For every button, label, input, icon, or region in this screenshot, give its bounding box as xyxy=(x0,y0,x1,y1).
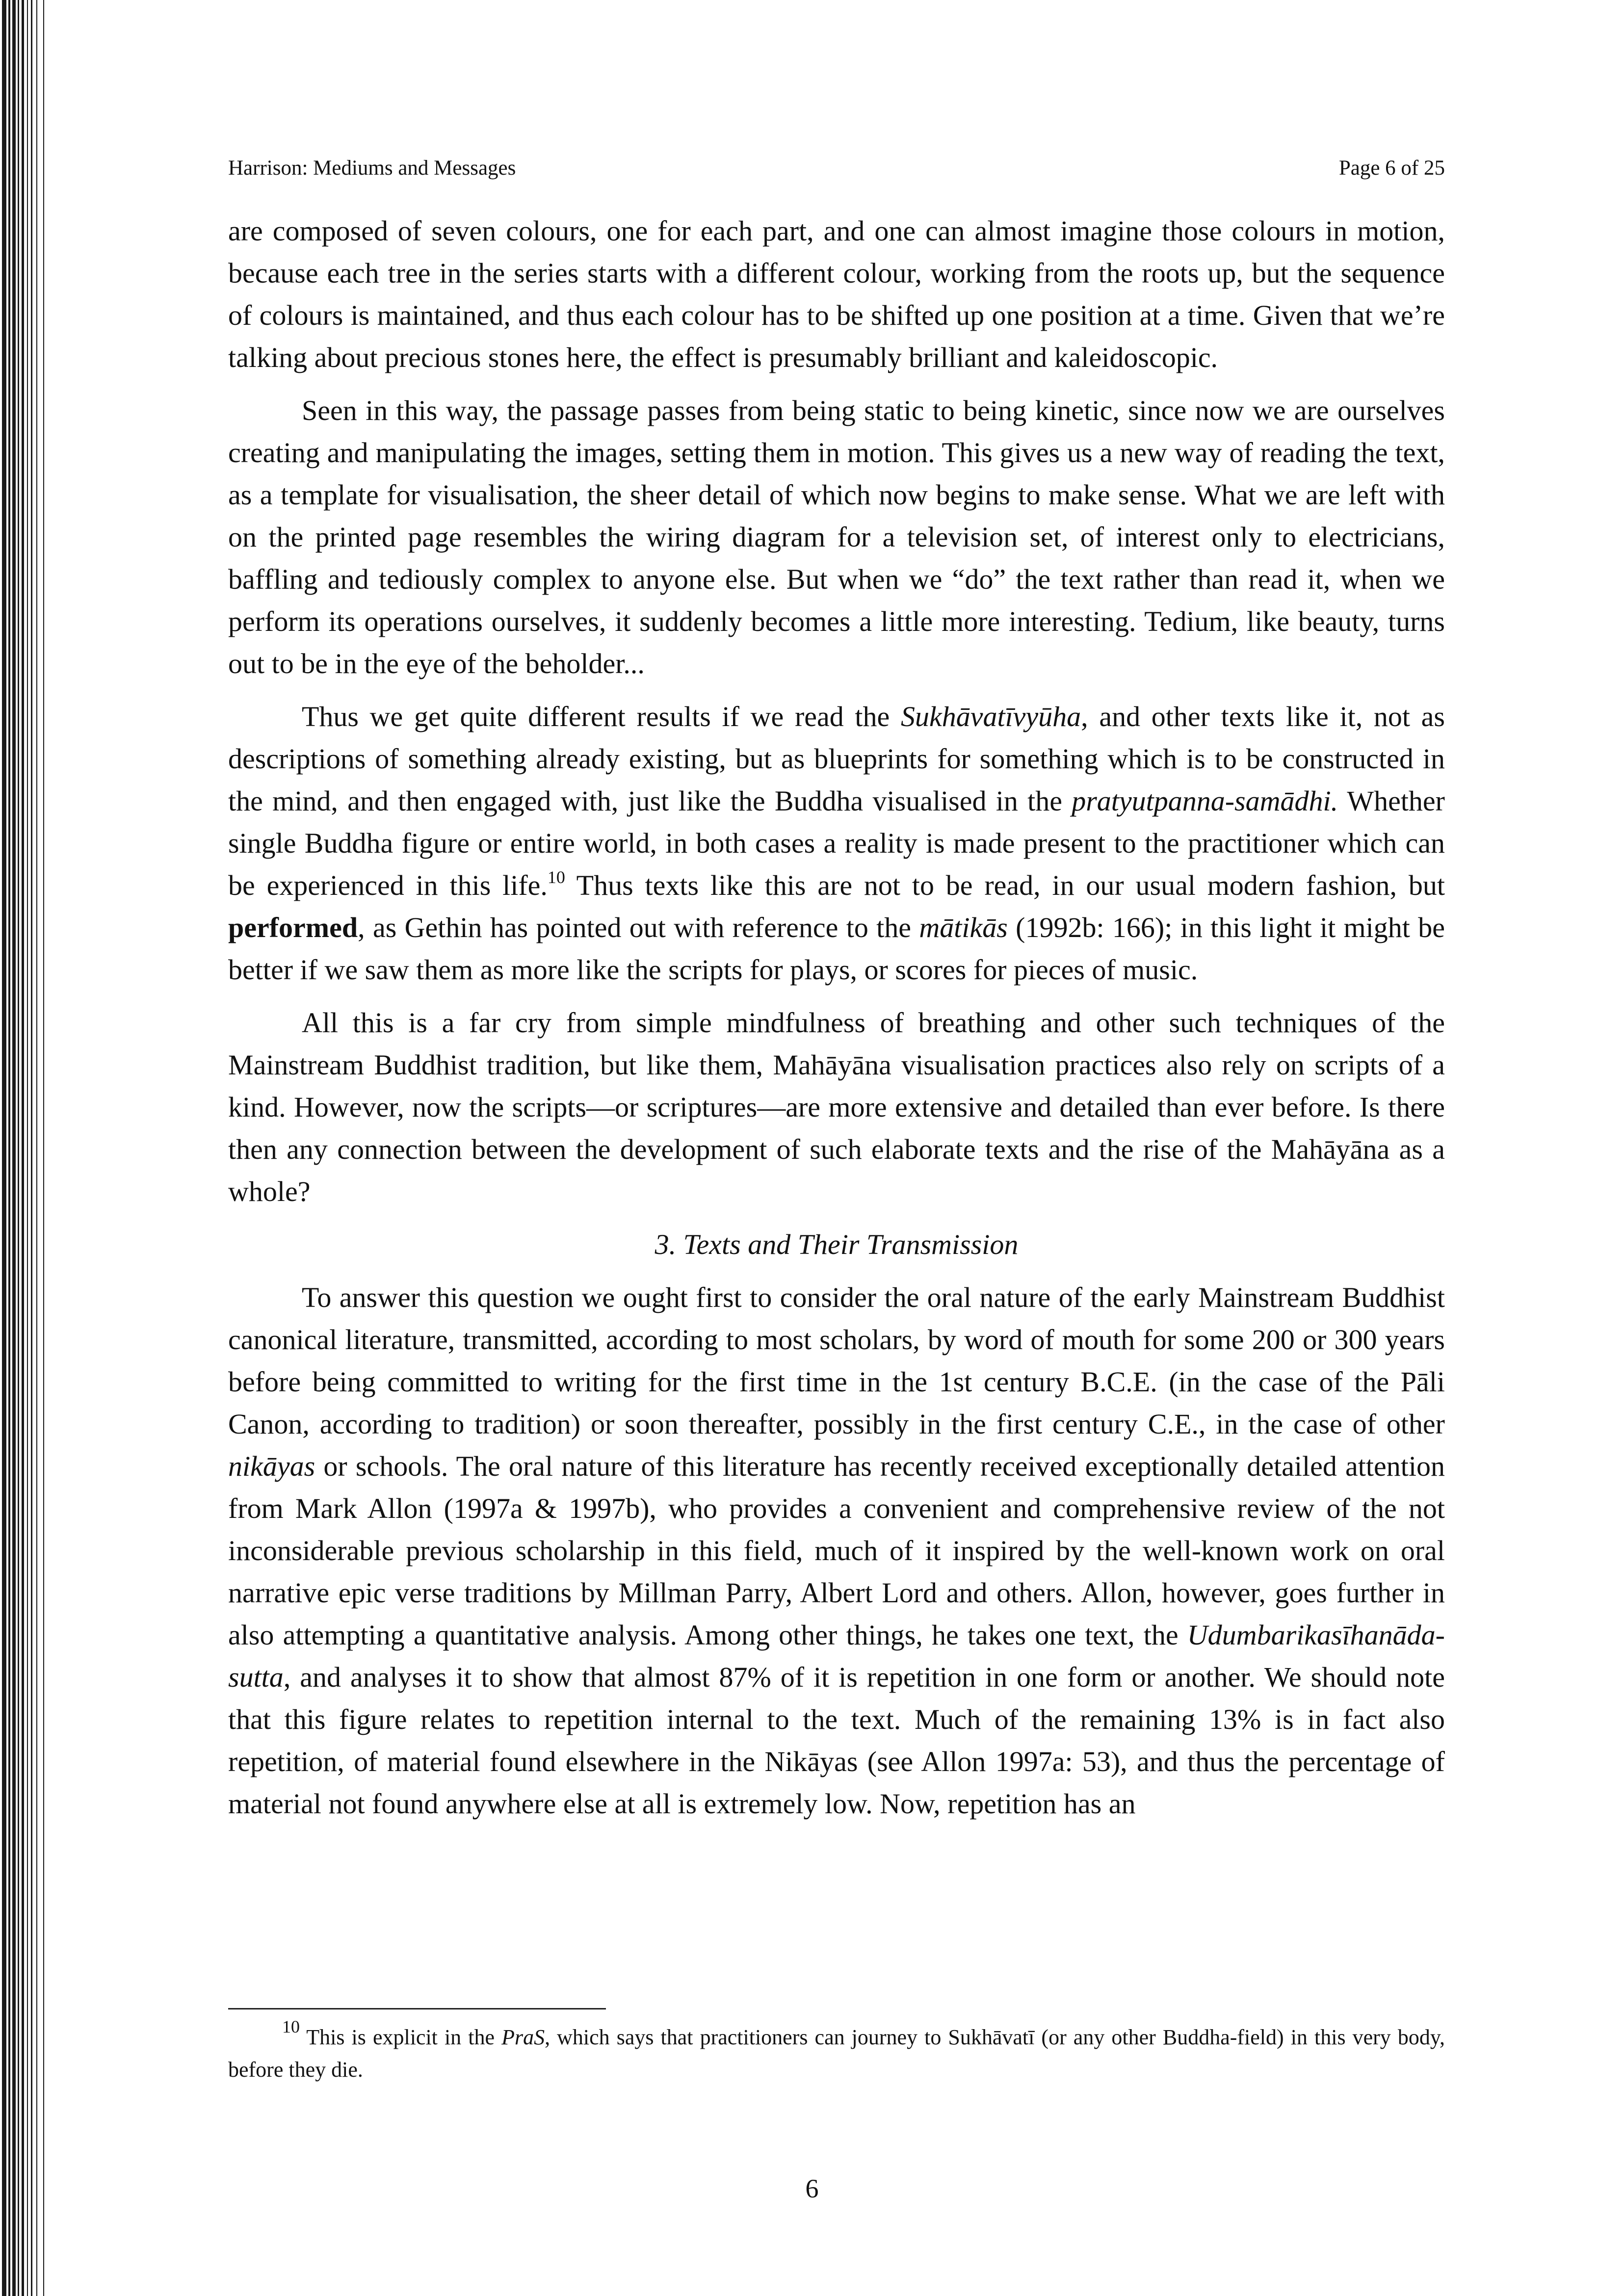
text-run: , and analyses it to show that almost 87% of it is repetition in one form or another. We should note that this figure relates to repetition internal to the text. Much of the remaining 13% is in fact also repetition, of material found elsewhere in the Nikāyas (see Allon 1997a: 53), and thus the percentage of material not found anywhere else at all is extremely low. Now, repetition has an xyxy=(228,1661,1445,1820)
work-title: PraS xyxy=(501,2025,545,2049)
page-number: 6 xyxy=(805,2174,819,2203)
footnote xyxy=(228,2017,1445,2086)
term: nikāyas xyxy=(228,1450,315,1482)
emphasis: performed xyxy=(228,912,358,943)
work-title: Sukhāvatīvyūha xyxy=(900,701,1081,732)
text-run: or schools. The oral nature of this literature has recently received exceptionally detailed attention from Mark Allon (1997a & 1997b), who provides a convenient and comprehensive review of the not inconsiderable previous scholarship in this field, much of it inspired by the well-known work on oral narrative epic verse traditions by Millman Parry, Albert Lord and others. Allon, however, goes further in also attempting a quantitative analysis. Among other things, he takes one text, the xyxy=(228,1450,1445,1651)
text-run: , and other texts like it, not as descriptions of something already existing, but as blueprints for something which is to be constructed in the mind, and then engaged with, just like the Buddha visualised in the xyxy=(228,701,1445,817)
paragraph-5 xyxy=(228,1277,1445,1825)
scan-edge xyxy=(0,0,59,2296)
main-text xyxy=(228,210,1445,1836)
work-title: pratyutpanna-samādhi. xyxy=(1072,785,1338,817)
paragraph-2: Seen in this way, the passage passes from being static to being kinetic, since now we are ourselves creating and manipulating the images, setting them in motion. This gives us a new way of reading the text, as a template for visualisation, the sheer detail of which now begins to make sense. What we are left with on the printed page resembles the wiring diagram for a television set, of interest only to electricians, baffling and tediously complex to anyone else. But when we “do” the text rather than read it, when we perform its operations ourselves, it suddenly becomes a little more interesting. Tedium, like beauty, turns out to be in the eye of the beholder... xyxy=(228,394,1445,679)
work-title: mātikās xyxy=(919,912,1008,943)
text-run: , as Gethin has pointed out with reference to the xyxy=(358,912,919,943)
text-run: Thus texts like this are not to be read, in our usual modern fashion, but xyxy=(565,869,1445,901)
text-run: , which says that practitioners can journey to Sukhāvatī (or any other Buddha-field) in this very body, before they die. xyxy=(228,2025,1445,2082)
text-run: To answer this question we ought first to consider the oral nature of the early Mainstream Buddhist canonical literature, transmitted, according to most scholars, by word of mouth for some 200 or 300 years before being committed to writing for the first time in the 1st century B.C.E. (in the case of the Pāli Canon, according to tradition) or soon thereafter, possibly in the first century C.E., in the case of other xyxy=(228,1281,1445,1440)
text-run: Whether single Buddha figure or entire world, in both cases a reality is made present to the practitioner which can be experienced in this life. xyxy=(228,785,1445,901)
page-label: Page 6 of 25 xyxy=(1338,157,1445,180)
footnote-text xyxy=(228,2017,1445,2086)
paragraph-1: are composed of seven colours, one for each part, and one can almost imagine those colours in motion, because each tree in the series starts with a different colour, working from the roots up, but the sequence of colours is maintained, and thus each colour has to be shifted up one position at a time. Given that we’re talking about precious stones here, the effect is presumably brilliant and kaleidoscopic. xyxy=(228,215,1445,373)
paragraph-4: All this is a far cry from simple mindfulness of breathing and other such techniques of the Mainstream Buddhist tradition, but like them, Mahāyāna visualisation practices also rely on scripts of a kind. However, now the scripts—or scriptures—are more extensive and detailed than ever before. Is there then any connection between the development of such elaborate texts and the rise of the Mahāyāna as a whole? xyxy=(228,1007,1445,1207)
running-title: Harrison: Mediums and Messages xyxy=(228,157,516,180)
section-heading: 3. Texts and Their Transmission xyxy=(655,1228,1019,1260)
footnote-number: 10 xyxy=(282,2017,300,2036)
paragraph-3 xyxy=(228,696,1445,991)
footnote-ref[interactable]: 10 xyxy=(547,867,565,887)
text-run: Thus we get quite different results if we read the xyxy=(302,701,901,732)
text-run: (1992b: 166); in this light it might be better if we saw them as more like the scripts for plays, or scores for pieces of music. xyxy=(228,912,1445,986)
footnote-divider xyxy=(228,2008,606,2009)
running-header xyxy=(228,156,1445,180)
work-title: Udumbarikasīhanāda-sutta xyxy=(228,1619,1445,1693)
text-run: This is explicit in the xyxy=(300,2025,502,2049)
